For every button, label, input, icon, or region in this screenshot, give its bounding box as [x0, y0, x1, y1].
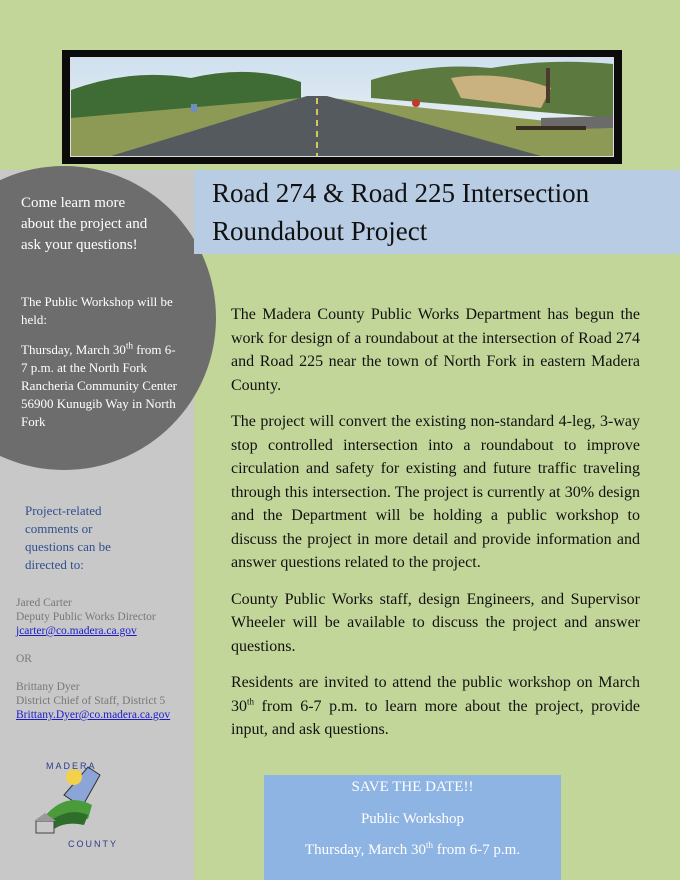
- contact-brittany-dyer: [16, 680, 170, 722]
- contact-name: Brittany Dyer: [16, 681, 80, 693]
- body-paragraph-1: The Madera County Public Works Department has begun the work for design of a roundabout at the intersection of Road 274 and Road 225 near the town of North Fork in eastern Madera County.: [231, 306, 640, 394]
- contact-name: Jared Carter: [16, 597, 72, 609]
- contact-or: OR: [16, 653, 32, 665]
- logo-bottom-text: COUNTY: [68, 839, 118, 849]
- circle-intro-text: Come learn more about the project and ask your questions!: [21, 195, 148, 253]
- title-line-1: Road 274 & Road 225 Intersection: [212, 178, 590, 208]
- save-the-date-heading: SAVE THE DATE!!: [351, 779, 474, 795]
- when-suffix: from 6-7 p.m. at the North Fork Rancheria Community Center 56900 Kunugib Way in North Fork: [21, 342, 177, 429]
- save-the-date-when: [264, 842, 561, 859]
- contact-role: District Chief of Staff, District 5: [16, 695, 166, 707]
- save-when-suffix: from 6-7 p.m.: [433, 842, 521, 858]
- when-sup: th: [125, 340, 133, 351]
- save-the-date-event: Public Workshop: [360, 811, 465, 827]
- madera-county-seal-icon: [26, 755, 136, 855]
- contact-prompt: Project-related comments or questions can be directed to:: [25, 503, 111, 572]
- p4-suffix: from 6-7 p.m. to learn more about the project, provide input, and ask questions.: [231, 697, 640, 738]
- p4-prefix: Residents are invited to attend the public workshop on March 30: [231, 674, 640, 715]
- when-prefix: Thursday, March 30: [21, 342, 126, 357]
- save-when-sup: th: [425, 840, 433, 850]
- contact-email-link[interactable]: Brittany.Dyer@co.madera.ca.gov: [16, 709, 171, 721]
- workshop-held-label: The Public Workshop will be held:: [21, 294, 173, 327]
- contact-jared-carter: [16, 596, 156, 638]
- title-line-2: Roundabout Project: [212, 216, 428, 246]
- body-paragraph-2: The project will convert the existing non-standard 4-leg, 3-way stop controlled intersection into a roundabout to improve circulation and safety for existing and future traffic traveling through this intersection. The project is currently at 30% design and the Department will be holding a public workshop to discuss the project in more detail and provide information and answer questions related to the project.: [231, 413, 640, 571]
- header-photo-frame: [62, 50, 622, 164]
- contact-role: Deputy Public Works Director: [16, 611, 156, 623]
- body-paragraph-4: [231, 671, 640, 742]
- road-intersection-photo: [70, 57, 614, 157]
- save-the-date-box: [264, 775, 561, 880]
- road-photo-illustration: [71, 58, 613, 156]
- p4-sup: th: [247, 696, 255, 707]
- logo-top-text: MADERA: [46, 761, 97, 771]
- workshop-when-text: [21, 341, 181, 431]
- contact-email-link[interactable]: jcarter@co.madera.ca.gov: [16, 625, 137, 637]
- body-paragraph-3: County Public Works staff, design Engineers, and Supervisor Wheeler will be available to discuss the project and answer questions.: [231, 590, 640, 655]
- main-body: [231, 303, 640, 755]
- page-title: [212, 174, 672, 250]
- save-when-prefix: Thursday, March 30: [304, 842, 426, 858]
